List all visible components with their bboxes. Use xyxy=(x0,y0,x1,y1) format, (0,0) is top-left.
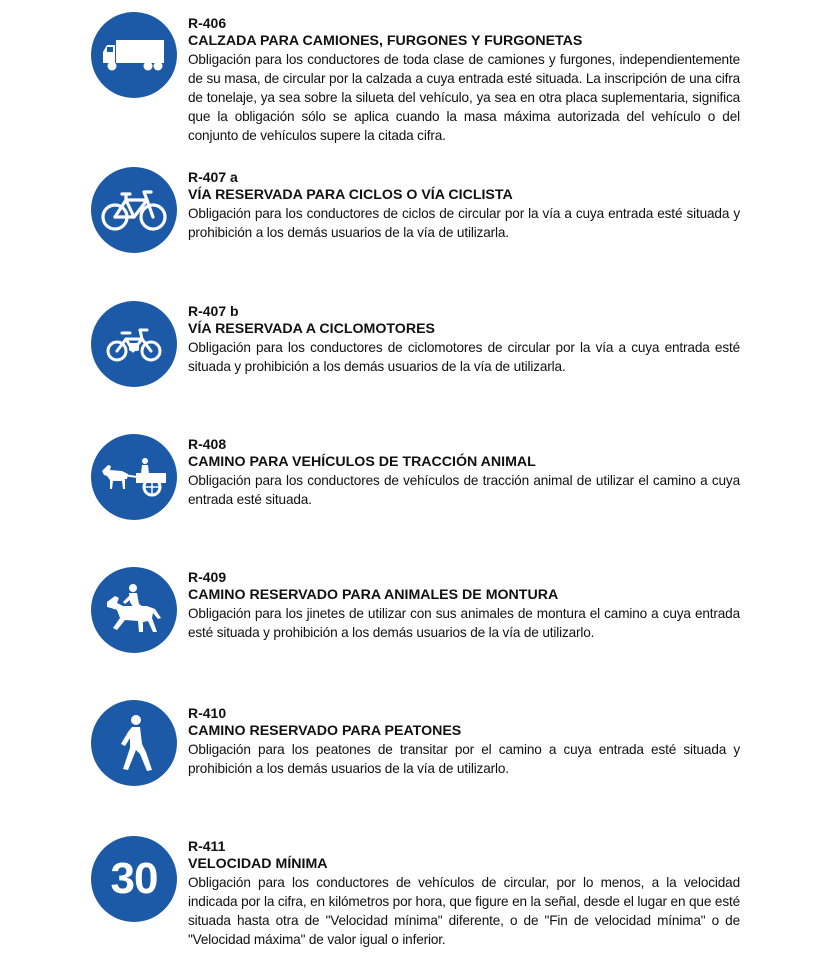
sign-title: VELOCIDAD MÍNIMA xyxy=(188,856,328,872)
sign-code: R-407 a xyxy=(188,169,238,185)
sign-code: R-406 xyxy=(188,15,227,31)
horse-rider-sign xyxy=(91,567,177,653)
horse-rider-icon xyxy=(103,584,165,636)
sign-code: R-409 xyxy=(188,569,227,585)
sign-code: R-407 b xyxy=(188,303,239,319)
sign-description: Obligación para los conductores de ciclomotores de circular por la vía a cuya entrada esté situada y prohibición a los demás usuarios de la vía de utilizarla. xyxy=(188,340,740,374)
sign-title: VÍA RESERVADA A CICLOMOTORES xyxy=(188,321,435,337)
bicycle-icon xyxy=(100,188,168,232)
truck-icon xyxy=(102,37,166,73)
bicycle-sign xyxy=(91,167,177,253)
sign-description: Obligación para los conductores de toda clase de camiones y furgones, independientemente de su masa, de circular por la calzada a cuya entrada esté situada. La inscripción de una cifra de tonelaje, ya sea sobre la silueta del vehículo, ya sea en otra placa suplementaria, significa que la obligación sólo se aplica cuando la masa máxima autorizada del vehículo o del conjunto de vehículos supere la citada cifra. xyxy=(188,52,740,143)
sign-code: R-408 xyxy=(188,436,227,452)
sign-title: CAMINO RESERVADO PARA PEATONES xyxy=(188,723,462,739)
sign-description: Obligación para los jinetes de utilizar con sus animales de montura el camino a cuya entrada esté situada y prohibición a los demás usuarios de la vía de utilizarlo. xyxy=(188,606,740,640)
horse-cart-icon xyxy=(100,455,168,499)
horse-cart-sign xyxy=(91,434,177,520)
pedestrian-sign xyxy=(91,700,177,786)
sign-description: Obligación para los conductores de ciclos de circular por la vía a cuya entrada esté situada y prohibición a los demás usuarios de la vía de utilizarla. xyxy=(188,206,740,240)
sign-title: CAMINO RESERVADO PARA ANIMALES DE MONTURA xyxy=(188,587,559,603)
sign-description: Obligación para los peatones de transitar por el camino a cuya entrada esté situada y prohibición a los demás usuarios de la vía de utilizarlo. xyxy=(188,742,740,776)
sign-code: R-411 xyxy=(188,838,226,854)
truck-sign xyxy=(91,12,177,98)
pedestrian-icon xyxy=(114,714,154,772)
minimum-speed-sign xyxy=(91,836,177,922)
sign-title: VÍA RESERVADA PARA CICLOS O VÍA CICLISTA xyxy=(188,187,513,203)
sign-title: CAMINO PARA VEHÍCULOS DE TRACCIÓN ANIMAL xyxy=(188,454,536,470)
sign-code: R-410 xyxy=(188,705,227,721)
sign-title: CALZADA PARA CAMIONES, FURGONES Y FURGONETAS xyxy=(188,33,583,49)
moped-sign xyxy=(91,301,177,387)
sign-description: Obligación para los conductores de vehículos de tracción animal de utilizar el camino a cuya entrada esté situada. xyxy=(188,473,740,507)
moped-icon xyxy=(106,325,162,363)
speed-number-icon: 30 xyxy=(110,854,158,903)
sign-description: Obligación para los conductores de vehículos de circular, por lo menos, a la velocidad indicada por la cifra, en kilómetros por hora, que figure en la señal, desde el lugar en que esté situada hasta otra de "Velocidad mínima" diferente, o de "Fin de velocidad mínima" o de "Velocidad máxima" de valor igual o inferior. xyxy=(188,875,740,947)
